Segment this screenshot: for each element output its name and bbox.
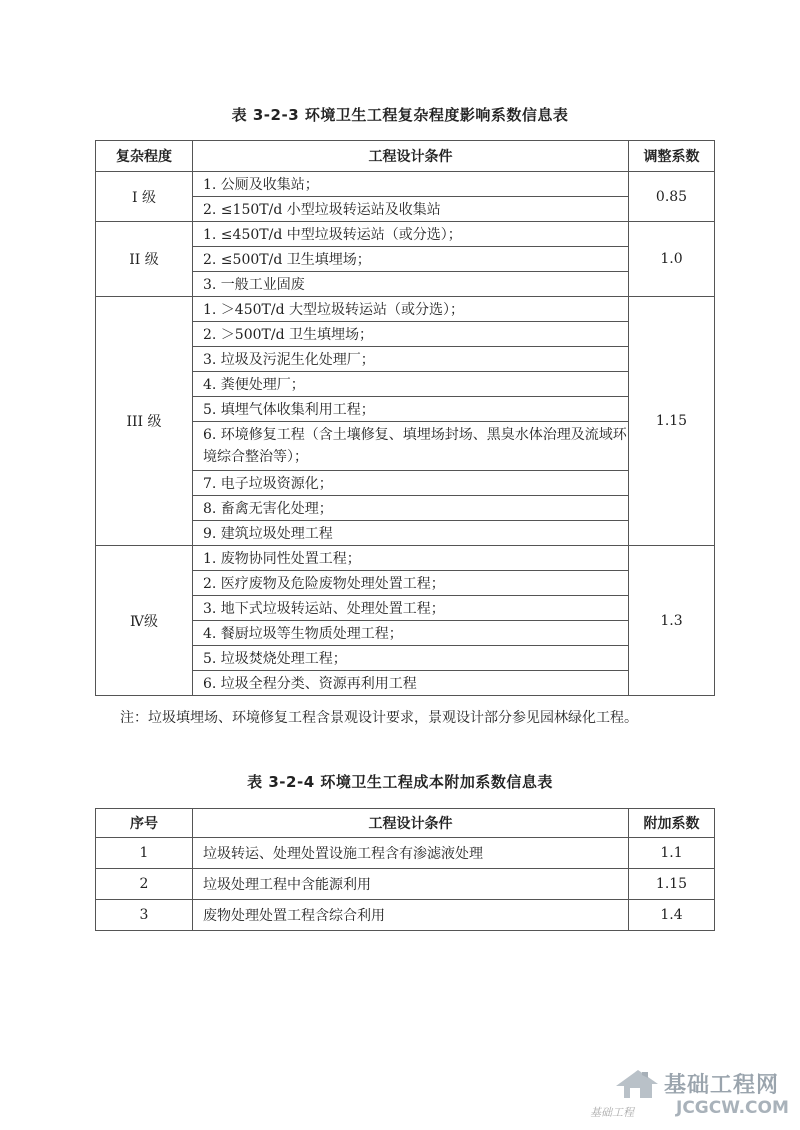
header-coefficient: 调整系数 — [629, 141, 715, 172]
header-condition: 工程设计条件 — [193, 809, 629, 838]
design-condition: 2. ＞500T/d 卫生填埋场； — [193, 322, 629, 347]
design-condition: 垃圾转运、处理处置设施工程含有渗滤液处理 — [193, 838, 629, 869]
addition-coefficient: 1.4 — [629, 900, 715, 931]
design-condition: 9. 建筑垃圾处理工程 — [193, 521, 629, 546]
complexity-level: III 级 — [96, 297, 193, 546]
watermark-url: JCGCW.COM — [676, 1098, 789, 1118]
row-number: 1 — [96, 838, 193, 869]
complexity-level: Ⅳ级 — [96, 546, 193, 696]
addition-coefficient: 1.1 — [629, 838, 715, 869]
table-row — [96, 222, 715, 247]
table-row — [96, 838, 715, 869]
addition-coefficient: 1.15 — [629, 869, 715, 900]
watermark-name: 基础工程网 — [664, 1073, 780, 1098]
design-condition: 7. 电子垃圾资源化； — [193, 471, 629, 496]
table-row — [96, 297, 715, 322]
table1-note: 注：垃圾填埋场、环境修复工程含景观设计要求，景观设计部分参见园林绿化工程。 — [120, 710, 638, 726]
design-condition: 3. 地下式垃圾转运站、处理处置工程； — [193, 596, 629, 621]
adjustment-coefficient: 0.85 — [629, 172, 715, 222]
design-condition: 1. ＞450T/d 大型垃圾转运站（或分选）； — [193, 297, 629, 322]
header-number: 序号 — [96, 809, 193, 838]
house-logo-icon — [612, 1064, 662, 1104]
watermark-signature: 基础工程 — [590, 1106, 634, 1119]
table-row — [96, 900, 715, 931]
table-row — [96, 869, 715, 900]
adjustment-coefficient: 1.15 — [629, 297, 715, 546]
row-number: 2 — [96, 869, 193, 900]
table1-title: 表 3-2-3 环境卫生工程复杂程度影响系数信息表 — [231, 106, 569, 124]
complexity-level: II 级 — [96, 222, 193, 297]
header-addition-coefficient: 附加系数 — [629, 809, 715, 838]
adjustment-coefficient: 1.0 — [629, 222, 715, 297]
table2-title: 表 3-2-4 环境卫生工程成本附加系数信息表 — [247, 773, 553, 791]
design-condition: 废物处理处置工程含综合利用 — [193, 900, 629, 931]
design-condition: 4. 餐厨垃圾等生物质处理工程； — [193, 621, 629, 646]
table-row — [96, 546, 715, 571]
design-condition: 垃圾处理工程中含能源利用 — [193, 869, 629, 900]
design-condition: 1. 公厕及收集站； — [193, 172, 629, 197]
complexity-level: I 级 — [96, 172, 193, 222]
watermark-logo — [590, 1064, 792, 1124]
cost-addition-table — [95, 808, 715, 931]
design-condition: 1. ≤450T/d 中型垃圾转运站（或分选）； — [193, 222, 629, 247]
design-condition: 4. 粪便处理厂； — [193, 372, 629, 397]
design-condition: 5. 垃圾焚烧处理工程； — [193, 646, 629, 671]
row-number: 3 — [96, 900, 193, 931]
design-condition: 2. ≤150T/d 小型垃圾转运站及收集站 — [193, 197, 629, 222]
design-condition: 3. 一般工业固废 — [193, 272, 629, 297]
design-condition: 6. 环境修复工程（含土壤修复、填埋场封场、黑臭水体治理及流域环境综合整治等）； — [193, 422, 629, 471]
design-condition: 1. 废物协同性处置工程； — [193, 546, 629, 571]
design-condition: 5. 填埋气体收集利用工程； — [193, 397, 629, 422]
adjustment-coefficient: 1.3 — [629, 546, 715, 696]
design-condition: 6. 垃圾全程分类、资源再利用工程 — [193, 671, 629, 696]
design-condition: 2. 医疗废物及危险废物处理处置工程； — [193, 571, 629, 596]
design-condition: 2. ≤500T/d 卫生填埋场； — [193, 247, 629, 272]
design-condition: 8. 畜禽无害化处理； — [193, 496, 629, 521]
design-condition: 3. 垃圾及污泥生化处理厂； — [193, 347, 629, 372]
header-condition: 工程设计条件 — [193, 141, 629, 172]
table-row — [96, 172, 715, 197]
complexity-coefficient-table — [95, 140, 715, 696]
header-complexity: 复杂程度 — [96, 141, 193, 172]
